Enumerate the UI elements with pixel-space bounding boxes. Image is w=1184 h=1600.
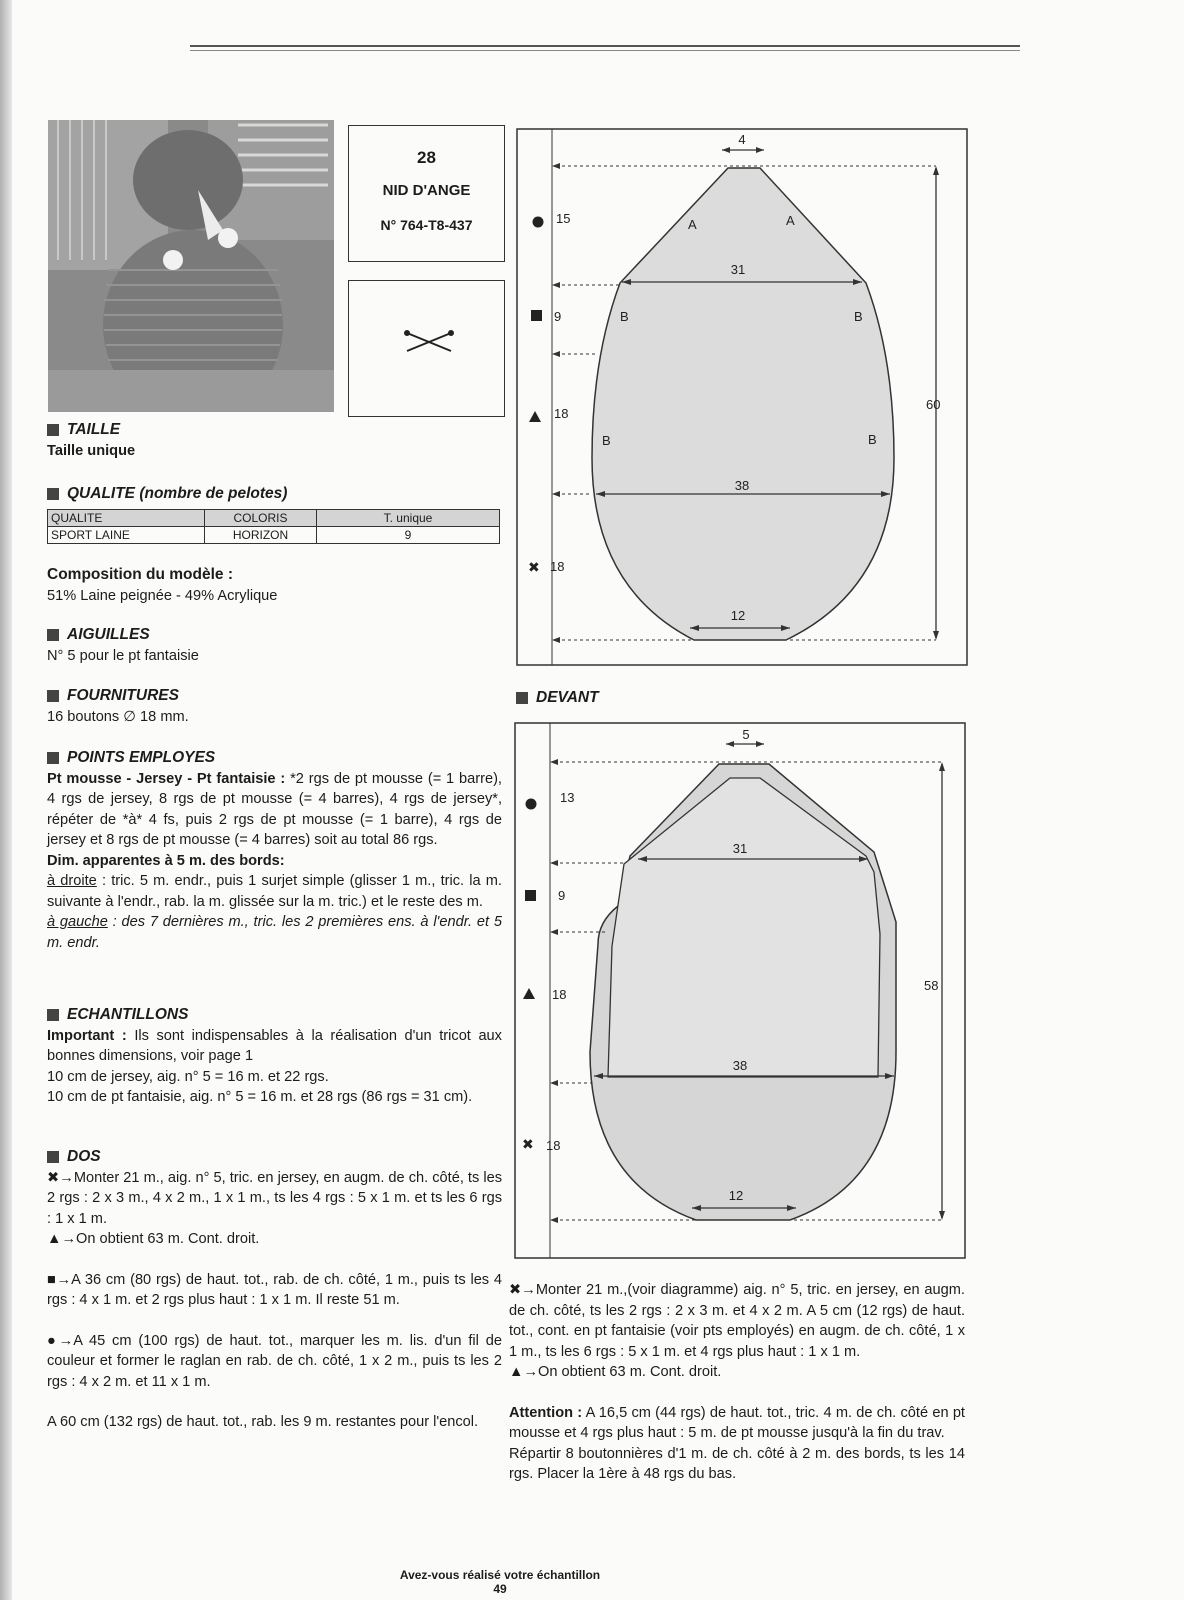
- devant-rows-label: 9: [558, 888, 566, 903]
- devant-instructions: [509, 1280, 965, 1485]
- gauche-label: à gauche: [47, 914, 108, 930]
- circle-marker-icon: [526, 799, 537, 810]
- table-cell: SPORT LAINE: [48, 527, 205, 544]
- devant-dim-bottom: 12: [728, 1188, 744, 1203]
- devant-dim-height: 58: [924, 978, 939, 993]
- table-cell: QUALITE: [48, 510, 205, 527]
- section-qualite: [47, 484, 502, 505]
- droite-label: à droite: [47, 873, 97, 889]
- dos-shape: [592, 168, 894, 640]
- section-square-icon: [47, 690, 59, 702]
- square-marker-icon: [531, 310, 542, 321]
- dos-paragraph: ■→A 36 cm (80 rgs) de haut. tot., rab. de ch. côté, 1 m., puis ts les 4 rgs : 4 x 1 m. et 2 rgs plus haut : 1 x 1 m. Il reste 51 m.: [47, 1271, 502, 1308]
- points-text: *2 rgs de pt mousse (= 1 barre), 4 rgs de jersey, 8 rgs de pt mousse (= 4 barres), 4 rgs de jersey*, répéter de *à* 4 fs, puis 2 rgs de pt mousse (= 1 barre), 4 rgs de jersey et 8 rgs de pt mousse (= 4 barres) soit au total 86 rgs.: [47, 770, 502, 848]
- section-devant: [516, 688, 816, 709]
- triangle-marker-icon: [529, 411, 541, 422]
- seam-label: A: [688, 217, 697, 232]
- dim-title: Dim. apparentes à 5 m. des bords:: [47, 852, 285, 869]
- section-square-icon: [47, 1009, 59, 1021]
- dos-paragraph: ●→A 45 cm (100 rgs) de haut. tot., marquer les m. lis. d'un fil de couleur et former le raglan en rab. de ch. côté, 1 x 2 m., puis ts les 2 rgs : 4 x 2 m. et 11 x 1 m.: [47, 1332, 502, 1390]
- circle-marker-icon: [533, 217, 544, 228]
- echantillons-paragraph: [47, 1026, 502, 1067]
- section-title: FOURNITURES: [67, 687, 179, 704]
- page-spine-shadow: [0, 0, 12, 1600]
- dos-dim-w2: 38: [734, 478, 750, 493]
- devant-paragraph: ✖→Monter 21 m.,(voir diagramme) aig. n° 5, tric. en jersey, en augm. de ch. côté, ts les 2 rgs : 2 x 3 m. et 4 x 2 m. A 5 cm (12 rgs) de haut. tot., cont. en pt fantaisie (voir pts employés) en augm. de ch. côté, 1 x 1 m., ts les 6 rgs : 5 x 1 m. et 4 rgs plus haut : 1 x 1 m.: [509, 1282, 965, 1360]
- pattern-name: NID D'ANGE: [382, 182, 471, 199]
- garment-photo: [48, 120, 334, 412]
- square-marker-icon: [525, 890, 536, 901]
- triangle-marker-icon: [523, 988, 535, 999]
- dos-rows-label: 9: [554, 309, 562, 324]
- section-title: ECHANTILLONS: [67, 1006, 189, 1023]
- dos-diagram: [516, 128, 968, 668]
- points-paragraph: [47, 769, 502, 851]
- dos-dim-w1: 31: [730, 262, 746, 277]
- cross-marker-icon: ✖: [528, 560, 540, 576]
- attention-paragraph: [509, 1403, 965, 1444]
- section-square-icon: [516, 692, 528, 704]
- devant-dim-w2: 38: [732, 1058, 748, 1073]
- section-title: POINTS EMPLOYES: [67, 749, 216, 766]
- section-title: DOS: [67, 1148, 101, 1165]
- section-square-icon: [47, 488, 59, 500]
- dos-paragraph: A 60 cm (132 rgs) de haut. tot., rab. les 9 m. restantes pour l'encol.: [47, 1414, 479, 1430]
- fournitures-text: 16 boutons ∅ 18 mm.: [47, 708, 189, 725]
- seam-label: B: [868, 432, 877, 447]
- seam-label: A: [786, 213, 795, 228]
- section-square-icon: [47, 752, 59, 764]
- table-cell: HORIZON: [205, 527, 317, 544]
- table-cell: COLORIS: [205, 510, 317, 527]
- difficulty-box: [348, 280, 505, 417]
- pattern-number: 28: [417, 148, 436, 167]
- section-points: [47, 748, 502, 953]
- points-lead: Pt mousse - Jersey - Pt fantaisie :: [47, 770, 286, 787]
- seam-label: B: [620, 309, 629, 324]
- dos-paragraph: ✖→Monter 21 m., aig. n° 5, tric. en jersey, en augm. de ch. côté, ts les 2 rgs : 2 x 3 m., 4 x 2 m., 1 x 1 m., ts les 4 rgs : 5 x 1 m. et ts les 6 rgs : 1 x 1 m.: [47, 1169, 502, 1227]
- echantillon-line: 10 cm de pt fantaisie, aig. n° 5 = 16 m. et 28 rgs (86 rgs = 31 cm).: [47, 1089, 473, 1105]
- devant-paragraph: ▲→On obtient 63 m. Cont. droit.: [509, 1364, 722, 1380]
- echantillon-line: 10 cm de jersey, aig. n° 5 = 16 m. et 22 rgs.: [47, 1068, 329, 1085]
- top-rule: [190, 45, 1020, 47]
- attention-text: A 16,5 cm (44 rgs) de haut. tot., tric. 4 m. de ch. côté en pt mousse et 4 rgs plus haut : 5 m. de pt mousse jusqu'à la fin du trav.: [509, 1404, 965, 1441]
- dos-dim-top: 4: [738, 132, 746, 147]
- echantillons-text: Ils sont indispensables à la réalisation d'un tricot aux bonnes dimensions, voir page 1: [47, 1027, 502, 1064]
- droite-text: : tric. 5 m. endr., puis 1 surjet simple (glisser 1 m., tric. la m. suivante à l'endr., rab. la m. glissée sur la m. tric.) et le reste des m.: [47, 873, 502, 910]
- table-header-row: [48, 510, 500, 527]
- section-square-icon: [47, 424, 59, 436]
- dos-dim-height: 60: [926, 397, 941, 412]
- table-cell: 9: [317, 527, 500, 544]
- section-title: AIGUILLES: [67, 626, 150, 643]
- dim-gauche: [47, 912, 502, 953]
- page-number: 49: [493, 1582, 507, 1596]
- top-rule-thin: [190, 50, 1020, 51]
- important-lead: Important :: [47, 1027, 127, 1044]
- section-square-icon: [47, 629, 59, 641]
- pattern-ref: N° 764-T8-437: [380, 217, 473, 233]
- devant-diagram: [514, 722, 966, 1260]
- footer-reminder: Avez-vous réalisé votre échantillon: [399, 1568, 601, 1582]
- devant-paragraph: Répartir 8 boutonnières d'1 m. de ch. côté à 2 m. des bords, ts les 14 rgs. Placer la 1ère à 48 rgs du bas.: [509, 1445, 965, 1482]
- composition-text: 51% Laine peignée - 49% Acrylique: [47, 587, 278, 604]
- pattern-title-box: [348, 125, 505, 262]
- page-footer: [300, 1568, 700, 1596]
- seam-label: B: [854, 309, 863, 324]
- dos-rows-label: 18: [554, 406, 569, 421]
- dim-droite: [47, 871, 502, 912]
- dos-rows-label: 15: [556, 211, 571, 226]
- section-echantillons: [47, 1005, 502, 1108]
- section-dos: [47, 1147, 502, 1433]
- dos-paragraph: ▲→On obtient 63 m. Cont. droit.: [47, 1231, 260, 1247]
- devant-rows-label: 18: [552, 987, 567, 1002]
- aiguilles-text: N° 5 pour le pt fantaisie: [47, 647, 199, 664]
- taille-text: Taille unique: [47, 442, 136, 459]
- gauche-text: : des 7 dernières m., tric. les 2 premières ens. à l'endr. et 5 m. endr.: [47, 914, 502, 951]
- section-aiguilles: [47, 625, 502, 666]
- section-title: DEVANT: [536, 689, 599, 706]
- knitting-needles-icon: [349, 281, 504, 416]
- section-square-icon: [47, 1151, 59, 1163]
- seam-label: B: [602, 433, 611, 448]
- section-composition: [47, 565, 502, 606]
- table-row: [48, 527, 500, 544]
- attention-lead: Attention :: [509, 1404, 583, 1421]
- devant-rows-label: 18: [546, 1138, 561, 1153]
- section-title: QUALITE (nombre de pelotes): [67, 485, 288, 502]
- dos-dim-bottom: 12: [730, 608, 746, 623]
- dos-rows-label: 18: [550, 559, 565, 574]
- composition-title: Composition du modèle :: [47, 566, 233, 583]
- table-cell: T. unique: [317, 510, 500, 527]
- devant-rows-label: 13: [560, 790, 575, 805]
- cross-marker-icon: ✖: [522, 1137, 534, 1153]
- devant-dim-top: 5: [742, 727, 750, 742]
- section-taille: [47, 420, 502, 461]
- section-title: TAILLE: [67, 421, 121, 438]
- qualite-table: [47, 509, 500, 544]
- section-fournitures: [47, 686, 502, 727]
- devant-dim-w1: 31: [732, 841, 748, 856]
